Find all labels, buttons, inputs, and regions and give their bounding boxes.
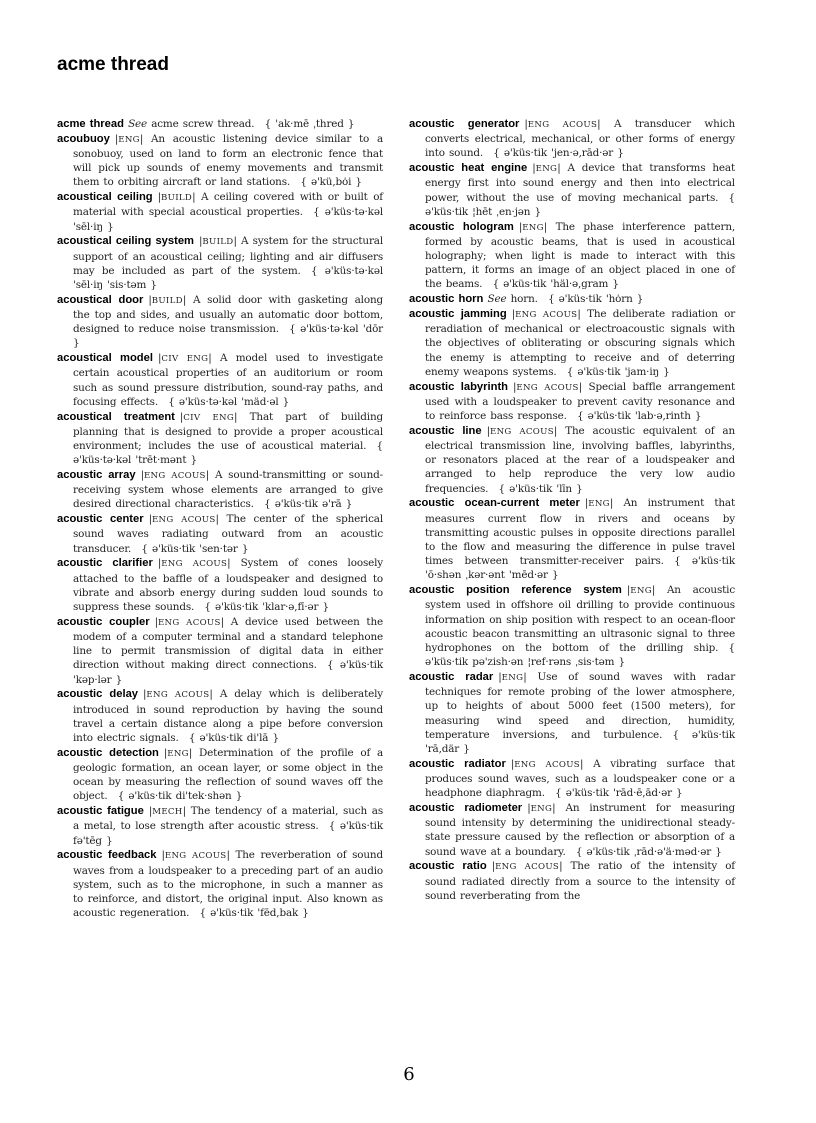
entry-headword: acoustic position reference system	[409, 584, 622, 597]
entry-definition: The phase interference pattern, formed by acoustic beams, that is used in acoustical holography; when light is made to interact with this pattern, it forms an image of an object placed in one of the beams.	[425, 220, 736, 291]
entry-field-label: ENG	[530, 804, 553, 815]
entry-pronunciation: { ə'küs·tik 'lab·ə,rinth }	[577, 410, 702, 423]
entry-pronunciation: { ə'küs·tik pə'zish·ən ¦ref·rəns ˌsis·təm }	[425, 642, 735, 669]
entry-headword: acoustic array	[57, 469, 136, 482]
entry-definition: The reverberation of sound waves from a loudspeaker to a preceding part of an audio system, such as to the microphone, in such a manner as to reinforce, and distort, the original input. Also known as acoustic regeneration.	[73, 849, 383, 920]
entry-field-label: ENG	[522, 222, 544, 233]
entry-field-label: ENG ACOUS	[516, 382, 579, 393]
entry-pronunciation: { ə'küs·tik fə'tēg }	[73, 820, 383, 847]
entry-field-label: ENG	[535, 164, 558, 175]
dictionary-entry	[57, 117, 383, 131]
entry-definition: horn.	[510, 293, 538, 306]
dictionary-entry: acoustical ceiling |BUILD| A ceiling covered with or built of material with special acoustical properties. { ə'küs·tə·kəl 'sēl·iŋ }	[57, 191, 384, 233]
right-column	[409, 117, 735, 904]
entry-definition: The acoustic equivalent of an electrical transmission line, involving baffles, labyrinths, or resonators placed at the rear of a loudspeaker and arranged to help reproduce the very low audio frequencies.	[425, 424, 735, 495]
entry-headword: acoustic labyrinth	[409, 380, 508, 393]
entry-definition: The ratio of the intensity of sound radiated directly from a source to the intensity of sound reverberating from the	[425, 860, 736, 902]
entry-definition: An acoustic system used in offshore oil drilling to provide continuous information on ship position with respect to an ocean-floor acoustic beacon transmitting an ultrasonic signal to three hydrophones on the bottom of the drilling ship.	[425, 584, 735, 655]
entry-cross-reference: See	[487, 293, 507, 306]
entry-field-label: ENG ACOUS	[143, 471, 206, 482]
entry-definition: A delay which is deliberately introduced in sound reproduction by having the sound travel a certain distance along a pipe before conversion into electric signals.	[73, 688, 384, 745]
entry-pronunciation: { ə'küs·tik 'sen·tər }	[141, 542, 249, 555]
entry-definition: Determination of the profile of a geologic formation, an ocean layer, or some object in the ocean by measuring the reflection of sound waves off the object.	[73, 746, 383, 803]
dictionary-entry: acoustical ceiling system |BUILD| A system for the structural support of an acoustical ceiling; lighting and air diffusers may be included as part of the system. { ə'küs·tə·kəl 'sēl·iŋ 'sis·təm }	[57, 235, 384, 292]
entry-field-label: ENG ACOUS	[527, 120, 598, 130]
entry-definition: That part of building planning that is designed to provide a proper acoustical environment; includes the use of acoustical material.	[73, 410, 384, 453]
entry-pronunciation: { ə'küs·tik ¦hēt ˌen·jən }	[425, 191, 735, 218]
dictionary-entry: acoustic generator |ENG ACOUS| A transducer which converts electrical, mechanical, or other forms of energy into sound. { ə'küs·tik 'jen·ə,rād·ər }	[409, 118, 735, 160]
entry-headword: acoustic line	[409, 424, 482, 437]
entry-field-label: ENG ACOUS	[515, 310, 578, 321]
entry-headword: acoustic fatigue	[57, 805, 144, 818]
entry-headword: acoustic hologram	[409, 220, 514, 233]
entry-field-label: ENG	[588, 499, 610, 510]
entry-headword: acoustical door	[57, 293, 144, 306]
entry-headword: acoustic radar	[409, 671, 494, 684]
entry-definition: The center of the spherical sound waves radiating outward from an acoustic transducer.	[73, 513, 383, 555]
dictionary-entry: acoustic labyrinth |ENG ACOUS| Special baffle arrangement used with a loudspeaker to prevent cavity resonance and to reinforce bass response. { ə'küs·tik 'lab·ə,rinth }	[409, 380, 735, 423]
entry-pronunciation: { ə'küs·tik di'lā }	[188, 732, 279, 745]
entry-headword: acoustical model	[57, 352, 153, 365]
entry-field-label: ENG ACOUS	[146, 690, 210, 701]
entry-headword: acoustic feedback	[57, 849, 157, 862]
entry-headword: acoustical ceiling system	[57, 235, 195, 248]
dictionary-entry: acoubuoy |ENG| An acoustic listening device similar to a sonobuoy, used on land to form an electronic fence that will pick up sounds of enemy movements and transmit them to orbiting aircraft or land stations. { ə'kü,bȯi }	[57, 132, 384, 189]
entry-pronunciation: { ə'küs·tik 'kəp·lər }	[73, 659, 383, 686]
dictionary-entry: acoustical model |CIV ENG| A model used to investigate certain acoustical properties of an auditorium or room such as sound pressure distribution, sound-ray paths, and focusing effects. { ə'küs·tə·kəl 'mäd·əl }	[57, 352, 383, 408]
entry-pronunciation: { ə'küs·tə·kəl 'trēt·mənt }	[73, 440, 383, 467]
entry-pronunciation: { ə'küs·tik ə'rā }	[264, 498, 353, 511]
entry-headword: acoustic ocean-current meter	[409, 497, 580, 510]
entry-definition: The deliberate radiation or reradiation of mechanical or electroacoustic signals with the objectives of obliterating or obscuring signals which the enemy is attempting to receive and of deterring enemy weapons systems.	[425, 308, 736, 378]
dictionary-entry	[409, 292, 735, 306]
entry-pronunciation: { ə'kü,bȯi }	[300, 176, 362, 189]
entry-field-label: MECH	[152, 807, 183, 818]
entry-field-label: ENG	[167, 748, 189, 759]
entry-field-label: ENG ACOUS	[151, 515, 216, 526]
left-column	[57, 117, 383, 921]
entry-pronunciation: { 'ak·mē ˌthred }	[264, 118, 355, 130]
entry-pronunciation: { ə'küs·tik 'jen·ə,rād·ər }	[493, 147, 624, 160]
dictionary-entry: acoustic position reference system |ENG| An acoustic system used in offshore oil drilling to provide continuous information on ship position with respect to an ocean-floor acoustic beacon transmitting an ultrasonic signal to three hydrophones on the bottom of the drilling ship. { ə'küs·tik pə'zish·ən ¦ref·rəns ˌsis·təm }	[409, 584, 735, 669]
entry-definition: An instrument that measures current flow in rivers and oceans by transmitting acoustic pulses in opposite directions parallel to the flow and measuring the difference in pulse travel times between transmitter-receiver pairs.	[425, 497, 735, 568]
entry-pronunciation: { ə'küs·tik 'rā,där }	[425, 728, 735, 756]
entry-definition: A ceiling covered with or built of material with special acoustical properties.	[73, 191, 384, 219]
entry-field-label: ENG ACOUS	[157, 617, 221, 628]
entry-field-label: CIV ENG	[161, 354, 209, 365]
entry-headword: acoustic ratio	[409, 860, 487, 873]
entry-headword: acme thread	[57, 118, 124, 130]
entry-definition: A system for the structural support of an acoustical ceiling; lighting and air diffusers may be included as part of the system.	[73, 235, 384, 277]
entry-pronunciation: { ə'küs·tik 'fēd,bak }	[199, 907, 309, 920]
entry-pronunciation: { ə'küs·tik 'rād·ē,ād·ər }	[555, 787, 683, 800]
entry-field-label: ENG ACOUS	[164, 851, 227, 862]
entry-pronunciation: { ə'küs·tik 'jam·iŋ }	[566, 365, 670, 378]
entry-pronunciation: { ə'küs·tik 'hȯrn }	[548, 293, 644, 306]
entry-headword: acoustic center	[57, 513, 144, 526]
entry-headword: acoustic coupler	[57, 615, 150, 628]
entry-definition: A transducer which converts electrical, mechanical, or other forms of energy into sound.	[425, 118, 735, 160]
entry-field-label: ENG ACOUS	[514, 759, 580, 770]
entry-headword: acoustic jamming	[409, 308, 507, 321]
entry-definition: Use of sound waves with radar techniques for remote probing of the lower atmosphere, up to heights of about 5000 feet (1500 meters), for measuring wind speed and direction, humidity, temperature inversions, and turbulence.	[425, 671, 736, 741]
dictionary-entry: acoustic hologram |ENG| The phase interference pattern, formed by acoustic beams, that is used in acoustical holography; when light is made to interact with this pattern, it forms an image of an object placed in one of the beams. { ə'küs·tik 'häl·ə,gram }	[409, 220, 736, 291]
entry-pronunciation: { ə'küs·tə·kəl 'mäd·əl }	[168, 395, 290, 408]
dictionary-entry: acoustic radar |ENG| Use of sound waves with radar techniques for remote probing of the lower atmosphere, up to heights of about 5000 feet (1500 meters), for measuring wind speed and direction, humidity, temperature inversions, and turbulence. { ə'küs·tik 'rā,där }	[409, 671, 736, 756]
dictionary-entry: acoustic feedback |ENG ACOUS| The reverberation of sound waves from a loudspeaker to a preceding part of an audio system, such as to the microphone, in such a manner as to reinforce, and distort, the original input. Also known as acoustic regeneration. { ə'küs·tik 'fēd,bak }	[57, 849, 383, 920]
entry-field-label: BUILD	[202, 237, 234, 248]
dictionary-entry: acoustic delay |ENG ACOUS| A delay which is deliberately introduced in sound reproduction by having the sound travel a certain distance along a pipe before conversion into electric signals. { ə'küs·tik di'lā }	[57, 688, 384, 745]
entry-headword: acoustic delay	[57, 688, 139, 701]
entry-field-label: BUILD	[161, 193, 193, 204]
entry-headword: acoustic clarifier	[57, 557, 153, 570]
entry-pronunciation: { ə'küs·tik 'ō·shən ˌkər·ənt 'mēd·ər }	[425, 555, 735, 582]
entry-definition: System of cones loosely attached to the baffle of a loudspeaker and designed to vibrate and absorb energy during sudden loud sounds to suppress these sounds.	[73, 557, 384, 614]
entry-definition: A device used between the modem of a computer terminal and a standard telephone line to permit transmission of digital data in either direction without making direct connections.	[73, 615, 383, 672]
entry-definition: An instrument for measuring sound intensity by determining the unidirectional steady-state pressure caused by the reflection or absorption of a sound wave at a boundary.	[425, 802, 735, 858]
dictionary-entry: acoustic radiometer |ENG| An instrument for measuring sound intensity by determining the unidirectional steady-state pressure caused by the reflection or absorption of a sound wave at a boundary. { ə'küs·tik ˌrād·ə'ä·məd·ər }	[409, 802, 735, 858]
dictionary-entry: acoustic center |ENG ACOUS| The center of the spherical sound waves radiating outward from an acoustic transducer. { ə'küs·tik 'sen·tər }	[57, 513, 383, 555]
dictionary-entry: acoustic line |ENG ACOUS| The acoustic equivalent of an electrical transmission line, involving baffles, labyrinths, or resonators placed at the rear of a loudspeaker and arranged to help reproduce the very low audio frequencies. { ə'küs·tik 'līn }	[409, 424, 735, 495]
entry-pronunciation: { ə'küs·tik 'klar·ə,fī·ər }	[204, 601, 329, 614]
dictionary-entry: acoustic ocean-current meter |ENG| An instrument that measures current flow in rivers and oceans by transmitting acoustic pulses in opposite directions parallel to the flow and measuring the difference in pulse travel times between transmitter-receiver pairs. { ə'küs·tik 'ō·shən ˌkər·ənt 'mēd·ər }	[409, 497, 735, 582]
entry-pronunciation: { ə'küs·tə·kəl 'dōr }	[73, 323, 384, 350]
entry-field-label: ENG	[118, 134, 140, 145]
entry-field-label: ENG	[501, 673, 524, 684]
entry-headword: acoustic detection	[57, 746, 159, 759]
entry-headword: acoustic horn	[409, 293, 484, 306]
dictionary-entry: acoustic ratio |ENG ACOUS| The ratio of the intensity of sound radiated directly from a source to the intensity of sound reverberating from the	[409, 860, 736, 902]
dictionary-entry: acoustic fatigue |MECH| The tendency of a material, such as a metal, to lose strength after acoustic stress. { ə'küs·tik fə'tēg }	[57, 805, 384, 847]
entry-headword: acoustic radiator	[409, 757, 506, 770]
entry-field-label: BUILD	[151, 295, 183, 306]
dictionary-entry: acoustical door |BUILD| A solid door with gasketing along the top and sides, and usually an automatic door bottom, designed to reduce noise transmission. { ə'küs·tə·kəl 'dōr }	[57, 293, 384, 350]
dictionary-entry: acoustic clarifier |ENG ACOUS| System of cones loosely attached to the baffle of a loudspeaker and designed to vibrate and absorb energy during sudden loud sounds to suppress these sounds. { ə'küs·tik 'klar·ə,fī·ər }	[57, 557, 384, 614]
entry-definition: acme screw thread.	[151, 118, 255, 130]
entry-headword: acoustical treatment	[57, 410, 175, 423]
entry-pronunciation: { ə'küs·tik 'līn }	[498, 482, 583, 495]
entry-definition: A vibrating surface that produces sound waves, such as a loudspeaker cone or a headphone diaphragm.	[425, 757, 736, 800]
entry-pronunciation: { ə'küs·tik 'häl·ə,gram }	[492, 278, 619, 291]
entry-definition: A device that transforms heat energy first into sound energy and then into electrical power, without the use of moving mechanical parts.	[425, 162, 735, 204]
dictionary-entry: acoustic array |ENG ACOUS| A sound-transmitting or sound-receiving system whose elements are arranged to give desired directional characteristics. { ə'küs·tik ə'rā }	[57, 469, 384, 511]
entry-pronunciation: { ə'küs·tə·kəl 'sēl·iŋ }	[73, 206, 383, 233]
entry-headword: acoustic heat engine	[409, 162, 528, 175]
entry-definition: Special baffle arrangement used with a loudspeaker to prevent cavity resonance and to reinforce bass response.	[425, 380, 735, 423]
dictionary-entry: acoustic detection |ENG| Determination of the profile of a geologic formation, an ocean layer, or some object in the ocean by measuring the reflection of sound waves off the object. { ə'küs·tik di'tek·shən }	[57, 746, 383, 803]
entry-definition: A model used to investigate certain acoustical properties of an auditorium or room such as sound pressure distribution, sound-ray paths, and focusing effects.	[73, 352, 383, 408]
entry-headword: acoustical ceiling	[57, 191, 153, 204]
entry-field-label: CIV ENG	[183, 412, 235, 423]
dictionary-entry: acoustical treatment |CIV ENG| That part of building planning that is designed to provide a proper acoustical environment; includes the use of acoustical material. { ə'küs·tə·kəl 'trēt·mənt }	[57, 410, 384, 467]
entry-definition: An acoustic listening device similar to a sonobuoy, used on land to form an electronic fence that will pick up sounds of enemy movements and transmit them to orbiting aircraft or land stations.	[73, 132, 384, 189]
dictionary-entry: acoustic jamming |ENG ACOUS| The deliberate radiation or reradiation of mechanical or electroacoustic signals with the objectives of obliterating or obscuring signals which the enemy is attempting to receive and of deterring enemy weapons systems. { ə'küs·tik 'jam·iŋ }	[409, 308, 736, 378]
entry-cross-reference: See	[128, 118, 148, 130]
entry-definition: The tendency of a material, such as a metal, to lose strength after acoustic stress.	[73, 805, 384, 833]
dictionary-entry: acoustic radiator |ENG ACOUS| A vibrating surface that produces sound waves, such as a loudspeaker cone or a headphone diaphragm. { ə'küs·tik 'rād·ē,ād·ər }	[409, 757, 736, 800]
entry-headword: acoustic radiometer	[409, 802, 523, 815]
page-number: 6	[403, 1064, 415, 1085]
entry-headword: acoustic generator	[409, 118, 520, 130]
entry-definition: A solid door with gasketing along the top and sides, and usually an automatic door bottom, designed to reduce noise transmission.	[73, 293, 383, 336]
entry-field-label: ENG ACOUS	[161, 559, 228, 570]
entry-field-label: ENG	[630, 586, 652, 597]
entry-pronunciation: { ə'küs·tə·kəl 'sēl·iŋ 'sis·təm }	[73, 264, 384, 292]
entry-definition: A sound-transmitting or sound-receiving system whose elements are arranged to give desired directional characteristics.	[73, 469, 384, 511]
entry-field-label: ENG ACOUS	[495, 862, 560, 873]
entry-pronunciation: { ə'küs·tik ˌrād·ə'ä·məd·ər }	[575, 845, 722, 858]
entry-headword: acoubuoy	[57, 132, 110, 145]
dictionary-entry: acoustic coupler |ENG ACOUS| A device used between the modem of a computer terminal and a standard telephone line to permit transmission of digital data in either direction without making direct connections. { ə'küs·tik 'kəp·lər }	[57, 615, 383, 686]
dictionary-entry: acoustic heat engine |ENG| A device that transforms heat energy first into sound energy and then into electrical power, without the use of moving mechanical parts. { ə'küs·tik ¦hēt ˌen·jən }	[409, 162, 735, 218]
entry-pronunciation: { ə'küs·tik di'tek·shən }	[117, 790, 243, 803]
guide-word-header: acme thread	[57, 54, 169, 75]
entry-field-label: ENG ACOUS	[490, 426, 554, 437]
